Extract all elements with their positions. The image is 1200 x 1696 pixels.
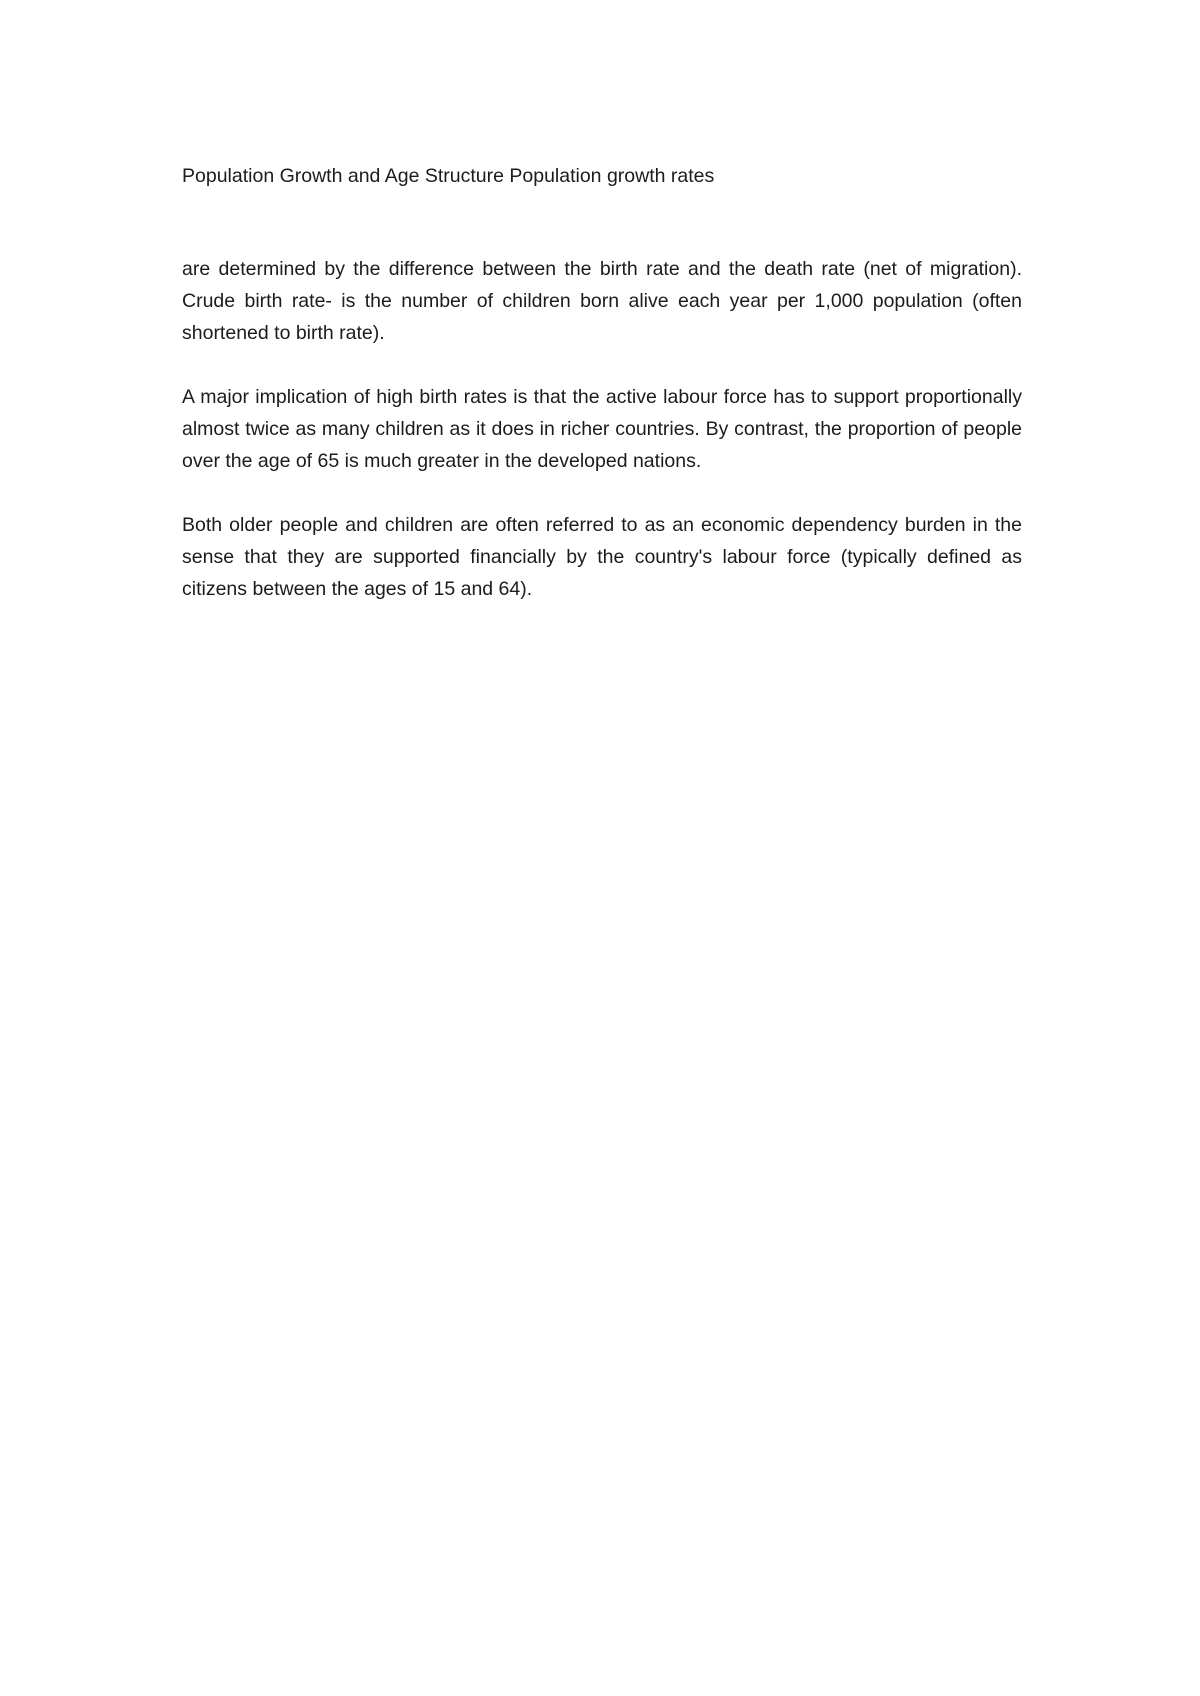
paragraph-high-birth-rates: A major implication of high birth rates is that the active labour force has to support proportionally almost twice as many children as it does in richer countries. By contrast, the proportion of people over the age of 65 is much greater in the developed nations. bbox=[182, 386, 1022, 472]
document-body bbox=[182, 253, 1022, 637]
paragraph-birth-rate: are determined by the difference between the birth rate and the death rate (net of migration). Crude birth rate- is the number of children born alive each year per 1,000 population (often shortened to birth rate). bbox=[182, 258, 1022, 344]
document-heading: Population Growth and Age Structure Population growth rates bbox=[182, 165, 715, 187]
paragraph-dependency-burden: Both older people and children are often referred to as an economic dependency burden in the sense that they are supported financially by the country's labour force (typically defined as citizens between the ages of 15 and 64). bbox=[182, 514, 1022, 600]
